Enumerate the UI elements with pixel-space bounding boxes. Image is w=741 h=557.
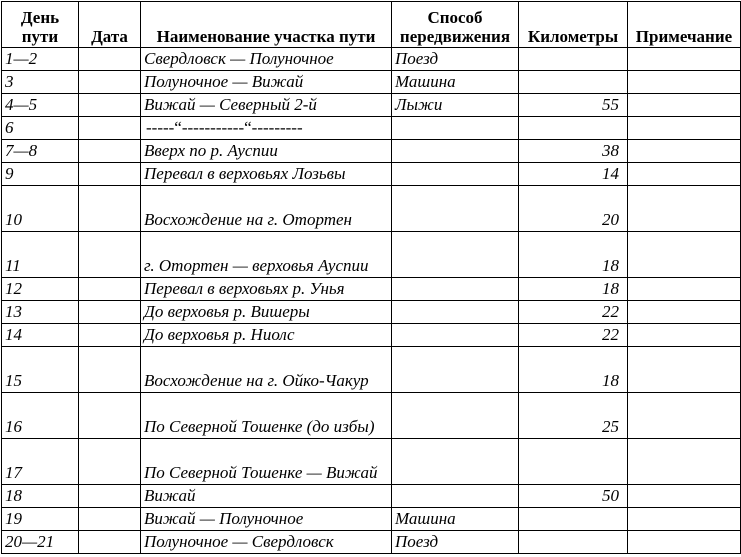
cell-segment: До верховья р. Вишеры	[141, 301, 392, 324]
cell-date	[79, 439, 141, 485]
cell-day: 11	[2, 232, 79, 278]
cell-transport	[392, 324, 519, 347]
cell-date	[79, 393, 141, 439]
cell-day: 6	[2, 117, 79, 140]
cell-date	[79, 347, 141, 393]
table-row	[2, 140, 741, 163]
cell-segment: Восхождение на г. Отортен	[141, 186, 392, 232]
cell-note	[628, 485, 741, 508]
table-row	[2, 485, 741, 508]
table-row	[2, 48, 741, 71]
cell-transport: Машина	[392, 71, 519, 94]
cell-note	[628, 324, 741, 347]
cell-segment: По Северной Тошенке — Вижай	[141, 439, 392, 485]
cell-km: 50	[519, 485, 628, 508]
cell-note	[628, 186, 741, 232]
cell-km	[519, 117, 628, 140]
table-row	[2, 347, 741, 393]
cell-km	[519, 508, 628, 531]
cell-transport	[392, 117, 519, 140]
cell-date	[79, 48, 141, 71]
cell-segment: Вверх по р. Ауспии	[141, 140, 392, 163]
cell-day: 14	[2, 324, 79, 347]
cell-note	[628, 439, 741, 485]
cell-km: 55	[519, 94, 628, 117]
cell-date	[79, 485, 141, 508]
cell-transport	[392, 163, 519, 186]
cell-note	[628, 393, 741, 439]
header-km: Километры	[519, 2, 628, 48]
table-row	[2, 71, 741, 94]
cell-note	[628, 163, 741, 186]
cell-date	[79, 94, 141, 117]
cell-segment: Перевал в верховьях р. Унья	[141, 278, 392, 301]
table-row	[2, 508, 741, 531]
cell-segment: Восхождение на г. Ойко-Чакур	[141, 347, 392, 393]
table-row	[2, 117, 741, 140]
cell-segment: -----“-----------“---------	[141, 117, 392, 140]
table-row	[2, 439, 741, 485]
cell-day: 7—8	[2, 140, 79, 163]
cell-segment: Перевал в верховьях Лозьвы	[141, 163, 392, 186]
table-row	[2, 393, 741, 439]
cell-km: 14	[519, 163, 628, 186]
cell-day: 3	[2, 71, 79, 94]
cell-note	[628, 117, 741, 140]
cell-note	[628, 301, 741, 324]
cell-date	[79, 71, 141, 94]
cell-note	[628, 347, 741, 393]
cell-date	[79, 508, 141, 531]
header-segment: Наименование участка пути	[141, 2, 392, 48]
cell-km	[519, 71, 628, 94]
cell-km: 25	[519, 393, 628, 439]
cell-date	[79, 301, 141, 324]
cell-transport	[392, 186, 519, 232]
cell-day: 16	[2, 393, 79, 439]
table-row	[2, 531, 741, 554]
cell-km	[519, 531, 628, 554]
cell-date	[79, 278, 141, 301]
header-note: Примечание	[628, 2, 741, 48]
cell-date	[79, 163, 141, 186]
table-row	[2, 163, 741, 186]
cell-transport: Машина	[392, 508, 519, 531]
cell-note	[628, 508, 741, 531]
cell-km: 20	[519, 186, 628, 232]
cell-km	[519, 48, 628, 71]
cell-transport: Лыжи	[392, 94, 519, 117]
cell-day: 12	[2, 278, 79, 301]
cell-segment: Полуночное — Вижай	[141, 71, 392, 94]
header-transport: Способ передвижения	[392, 2, 519, 48]
cell-km: 18	[519, 232, 628, 278]
cell-date	[79, 117, 141, 140]
cell-km	[519, 439, 628, 485]
table-row	[2, 324, 741, 347]
cell-transport	[392, 301, 519, 324]
cell-segment: Вижай — Северный 2-й	[141, 94, 392, 117]
cell-segment: До верховья р. Ниолс	[141, 324, 392, 347]
cell-day: 9	[2, 163, 79, 186]
cell-date	[79, 140, 141, 163]
cell-date	[79, 232, 141, 278]
cell-transport	[392, 393, 519, 439]
cell-transport	[392, 347, 519, 393]
cell-note	[628, 278, 741, 301]
table-row	[2, 186, 741, 232]
cell-note	[628, 232, 741, 278]
cell-day: 15	[2, 347, 79, 393]
cell-km: 18	[519, 278, 628, 301]
cell-day: 18	[2, 485, 79, 508]
cell-day: 4—5	[2, 94, 79, 117]
cell-segment: Вижай	[141, 485, 392, 508]
cell-note	[628, 94, 741, 117]
cell-km: 22	[519, 324, 628, 347]
cell-transport	[392, 232, 519, 278]
cell-transport	[392, 278, 519, 301]
cell-transport	[392, 439, 519, 485]
cell-day: 17	[2, 439, 79, 485]
cell-segment: Вижай — Полуночное	[141, 508, 392, 531]
cell-segment: По Северной Тошенке (до избы)	[141, 393, 392, 439]
cell-transport: Поезд	[392, 531, 519, 554]
cell-day: 20—21	[2, 531, 79, 554]
cell-date	[79, 531, 141, 554]
cell-segment: Свердловск — Полуночное	[141, 48, 392, 71]
cell-note	[628, 531, 741, 554]
header-day: День пути	[2, 2, 79, 48]
route-table	[1, 1, 741, 554]
table-row	[2, 278, 741, 301]
cell-segment: г. Отортен — верховья Ауспии	[141, 232, 392, 278]
cell-note	[628, 140, 741, 163]
cell-day: 13	[2, 301, 79, 324]
cell-km: 22	[519, 301, 628, 324]
table-row	[2, 94, 741, 117]
cell-transport	[392, 140, 519, 163]
cell-note	[628, 71, 741, 94]
cell-date	[79, 324, 141, 347]
table-row	[2, 232, 741, 278]
cell-day: 1—2	[2, 48, 79, 71]
cell-day: 10	[2, 186, 79, 232]
cell-km: 38	[519, 140, 628, 163]
table-row	[2, 301, 741, 324]
cell-transport	[392, 485, 519, 508]
header-row	[2, 2, 741, 48]
cell-transport: Поезд	[392, 48, 519, 71]
cell-date	[79, 186, 141, 232]
cell-note	[628, 48, 741, 71]
cell-segment: Полуночное — Свердловск	[141, 531, 392, 554]
header-date: Дата	[79, 2, 141, 48]
cell-day: 19	[2, 508, 79, 531]
cell-km: 18	[519, 347, 628, 393]
